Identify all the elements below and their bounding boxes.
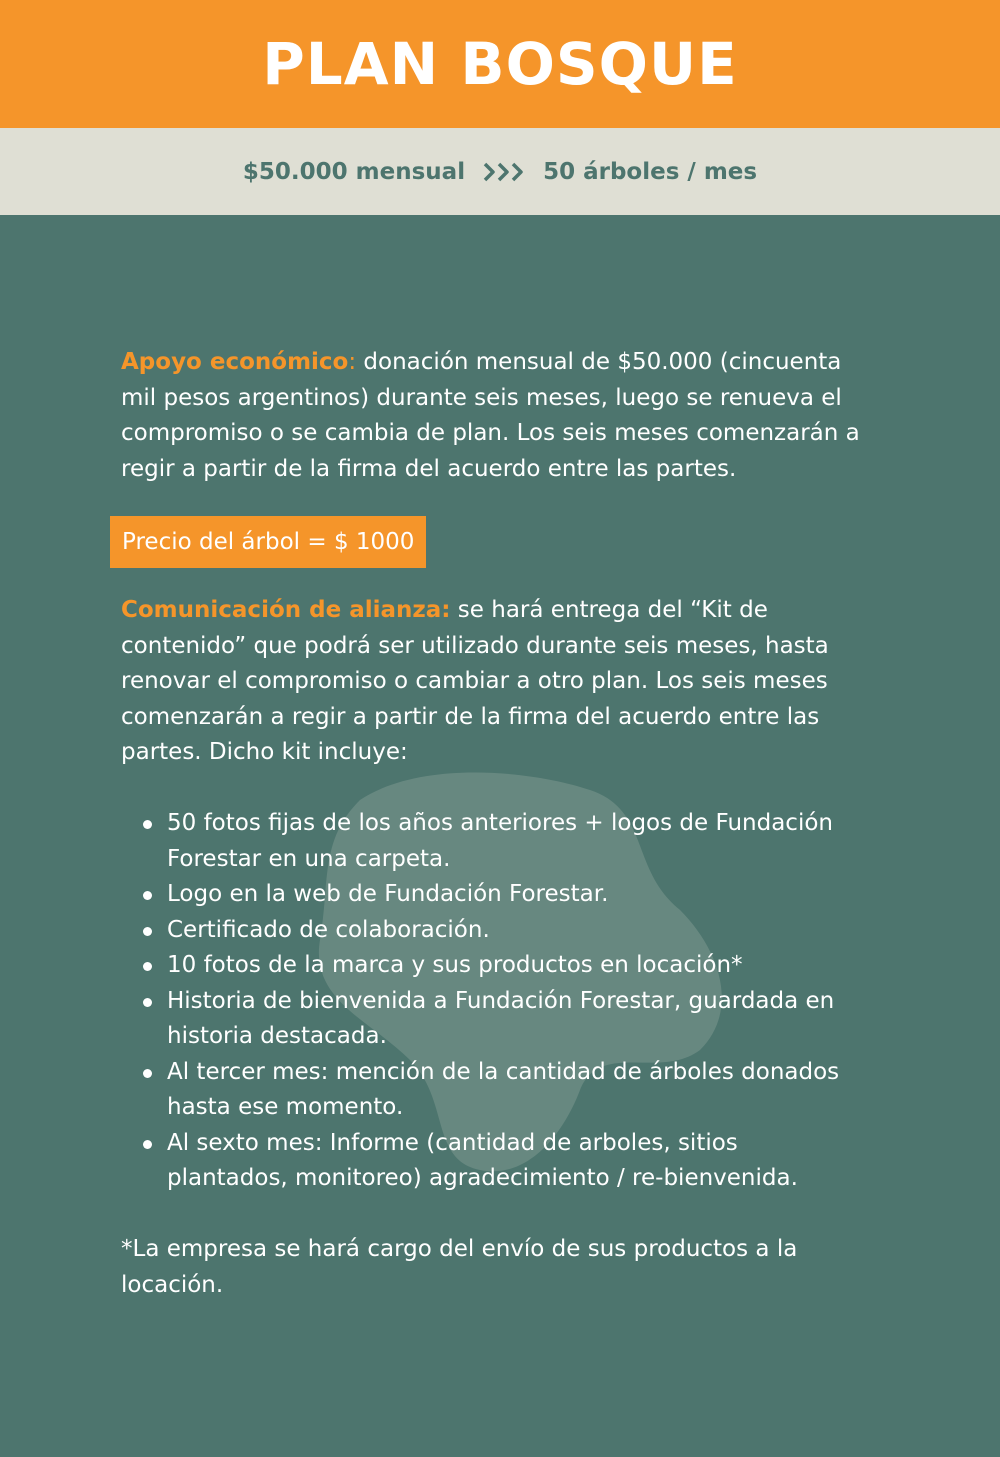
page-title: PLAN BOSQUE xyxy=(262,30,738,98)
list-item: 10 fotos de la marca y sus productos en locación* xyxy=(143,948,861,984)
economic-support-text: donación mensual de $50.000 (cincuenta mil pesos argentinos) durante seis meses, luego se renueva el compromiso o se cambia de plan. Los seis meses comenzarán a regir a partir de la firma del acuerdo entre las partes. xyxy=(121,349,860,482)
list-item: Historia de bienvenida a Fundación Forestar, guardada en historia destacada. xyxy=(143,984,861,1055)
list-item: Al sexto mes: Informe (cantidad de arboles, sitios plantados, monitoreo) agradecimiento / re-bienvenida. xyxy=(143,1126,861,1197)
plan-details xyxy=(121,345,861,1303)
list-item: Certificado de colaboración. xyxy=(143,913,861,949)
header-banner xyxy=(0,0,1000,128)
trees-per-month: 50 árboles / mes xyxy=(543,158,758,185)
list-item: Logo en la web de Fundación Forestar. xyxy=(143,877,861,913)
economic-support-paragraph xyxy=(121,345,861,487)
economic-support-label: Apoyo económico xyxy=(121,349,349,375)
alliance-communication-text: se hará entrega del “Kit de contenido” que podrá ser utilizado durante seis meses, hasta renovar el compromiso o cambiar a otro plan. Los seis meses comenzarán a regir a partir de la firma del acuerdo entre las partes. Dicho kit incluye: xyxy=(121,597,829,765)
alliance-communication-paragraph xyxy=(121,593,861,771)
tree-price-badge: Precio del árbol = $ 1000 xyxy=(110,516,426,568)
monthly-price: $50.000 mensual xyxy=(242,158,466,185)
kit-items-list xyxy=(121,806,861,1197)
triple-chevron-right-icon xyxy=(483,161,527,183)
list-item: Al tercer mes: mención de la cantidad de árboles donados hasta ese momento. xyxy=(143,1055,861,1126)
economic-support-separator: : xyxy=(348,349,357,375)
alliance-communication-label: Comunicación de alianza: xyxy=(121,597,451,623)
plan-summary-bar xyxy=(0,128,1000,215)
footnote: *La empresa se hará cargo del envío de sus productos a la locación. xyxy=(121,1236,798,1298)
list-item: 50 fotos fijas de los años anteriores + logos de Fundación Forestar en una carpeta. xyxy=(143,806,861,877)
